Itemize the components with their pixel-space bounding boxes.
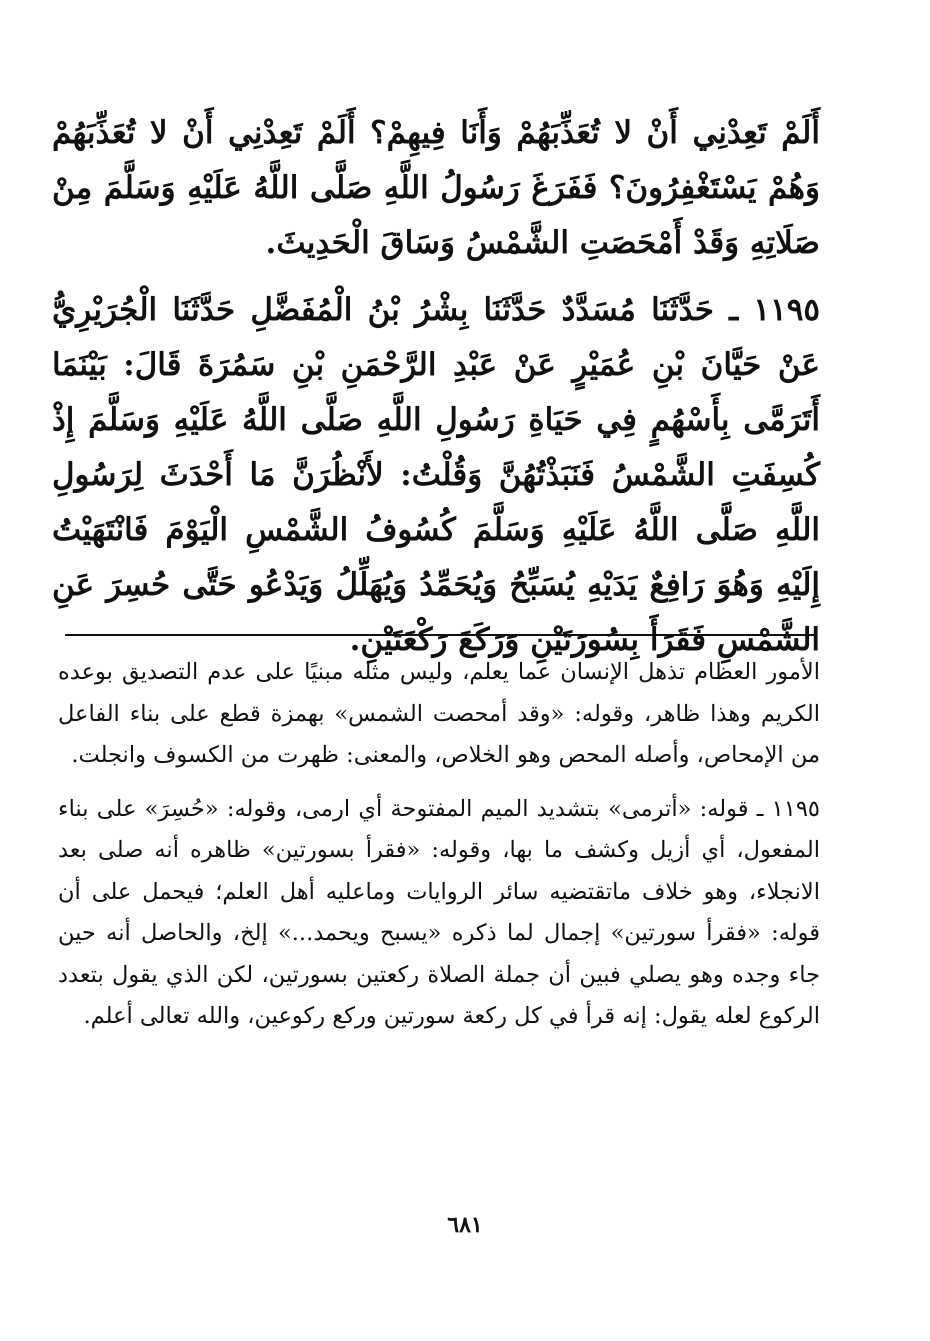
- page-number: ٦٨١: [447, 1212, 483, 1238]
- commentary-notes: [58, 652, 820, 1038]
- note-paragraph: ١١٩٥ ـ قوله: «أترمى» بتشديد الميم المفتوحة أي ارمى، وقوله: «حُسِرَ» على بناء المفعول، أي أزيل وكشف ما بها، وقوله: «فقرأ بسورتين» ظاهره أنه صلى بعد الانجلاء، وهو خلاف ماتقتضيه سائر الروايات وماعليه أهل العلم؛ فيحمل على أن قوله: «فقرأ سورتين» إجمال لما ذكره «يسبح ويحمد...» إلخ، والحاصل أنه حين جاء وجده وهو يصلي فبين أن جملة الصلاة ركعتين بسورتين، لكن الذي يقول بتعدد الركوع لعله يقول: إنه قرأ في كل ركعة سورتين وركع ركوعين، والله تعالى أعلم.: [58, 795, 820, 1029]
- hadith-text: [52, 106, 820, 668]
- hadith-paragraph: ١١٩٥ ـ حَدَّثَنَا مُسَدَّدٌ حَدَّثَنَا بِشْرُ بْنُ الْمُفَضَّلِ حَدَّثَنَا الْجُرَيْرِيُّ عَنْ حَيَّانَ بْنِ عُمَيْرٍ عَنْ عَبْدِ الرَّحْمَنِ بْنِ سَمُرَةَ قَالَ: بَيْنَمَا أَتَرَمَّى بِأَسْهُمٍ فِي حَيَاةِ رَسُولِ اللَّهِ صَلَّى اللَّهُ عَلَيْهِ وَسَلَّمَ إِذْ كُسِفَتِ الشَّمْسُ فَنَبَذْتُهُنَّ وَقُلْتُ: لأَنْظُرَنَّ مَا أَحْدَثَ لِرَسُولِ اللَّهِ صَلَّى اللَّهُ عَلَيْهِ وَسَلَّمَ كُسُوفُ الشَّمْسِ الْيَوْمَ فَانْتَهَيْتُ إِلَيْهِ وَهُوَ رَافِعٌ يَدَيْهِ يُسَبِّحُ وَيُحَمِّدُ وَيُهَلِّلُ وَيَدْعُو حَتَّى حُسِرَ عَنِ الشَّمْسِ فَقَرَأَ بِسُورَتَيْنِ وَرَكَعَ رَكْعَتَيْنِ.: [52, 292, 820, 658]
- hadith-paragraph: أَلَمْ تَعِدْنِي أَنْ لا تُعَذِّبَهُمْ وَأَنَا فِيهِمْ؟ أَلَمْ تَعِدْنِي أَنْ لا تُعَذِّبَهُمْ وَهُمْ يَسْتَغْفِرُونَ؟ فَفَرَغَ رَسُولُ اللَّهِ صَلَّى اللَّهُ عَلَيْهِ وَسَلَّمَ مِنْ صَلَاتِهِ وَقَدْ أَمْحَصَتِ الشَّمْسُ وَسَاقَ الْحَدِيثَ.: [52, 115, 820, 261]
- note-paragraph: الأمور العظام تذهل الإنسان عما يعلم، وليس مثله مبنيًا على عدم التصديق بوعده الكريم وهذا ظاهر، وقوله: «وقد أمحصت الشمس» بهمزة قطع على بناء الفاعل من الإمحاص، وأصله المحص وهو الخلاص، والمعنى: ظهرت من الكسوف وانجلت.: [58, 659, 820, 768]
- footnote-divider: [65, 634, 817, 636]
